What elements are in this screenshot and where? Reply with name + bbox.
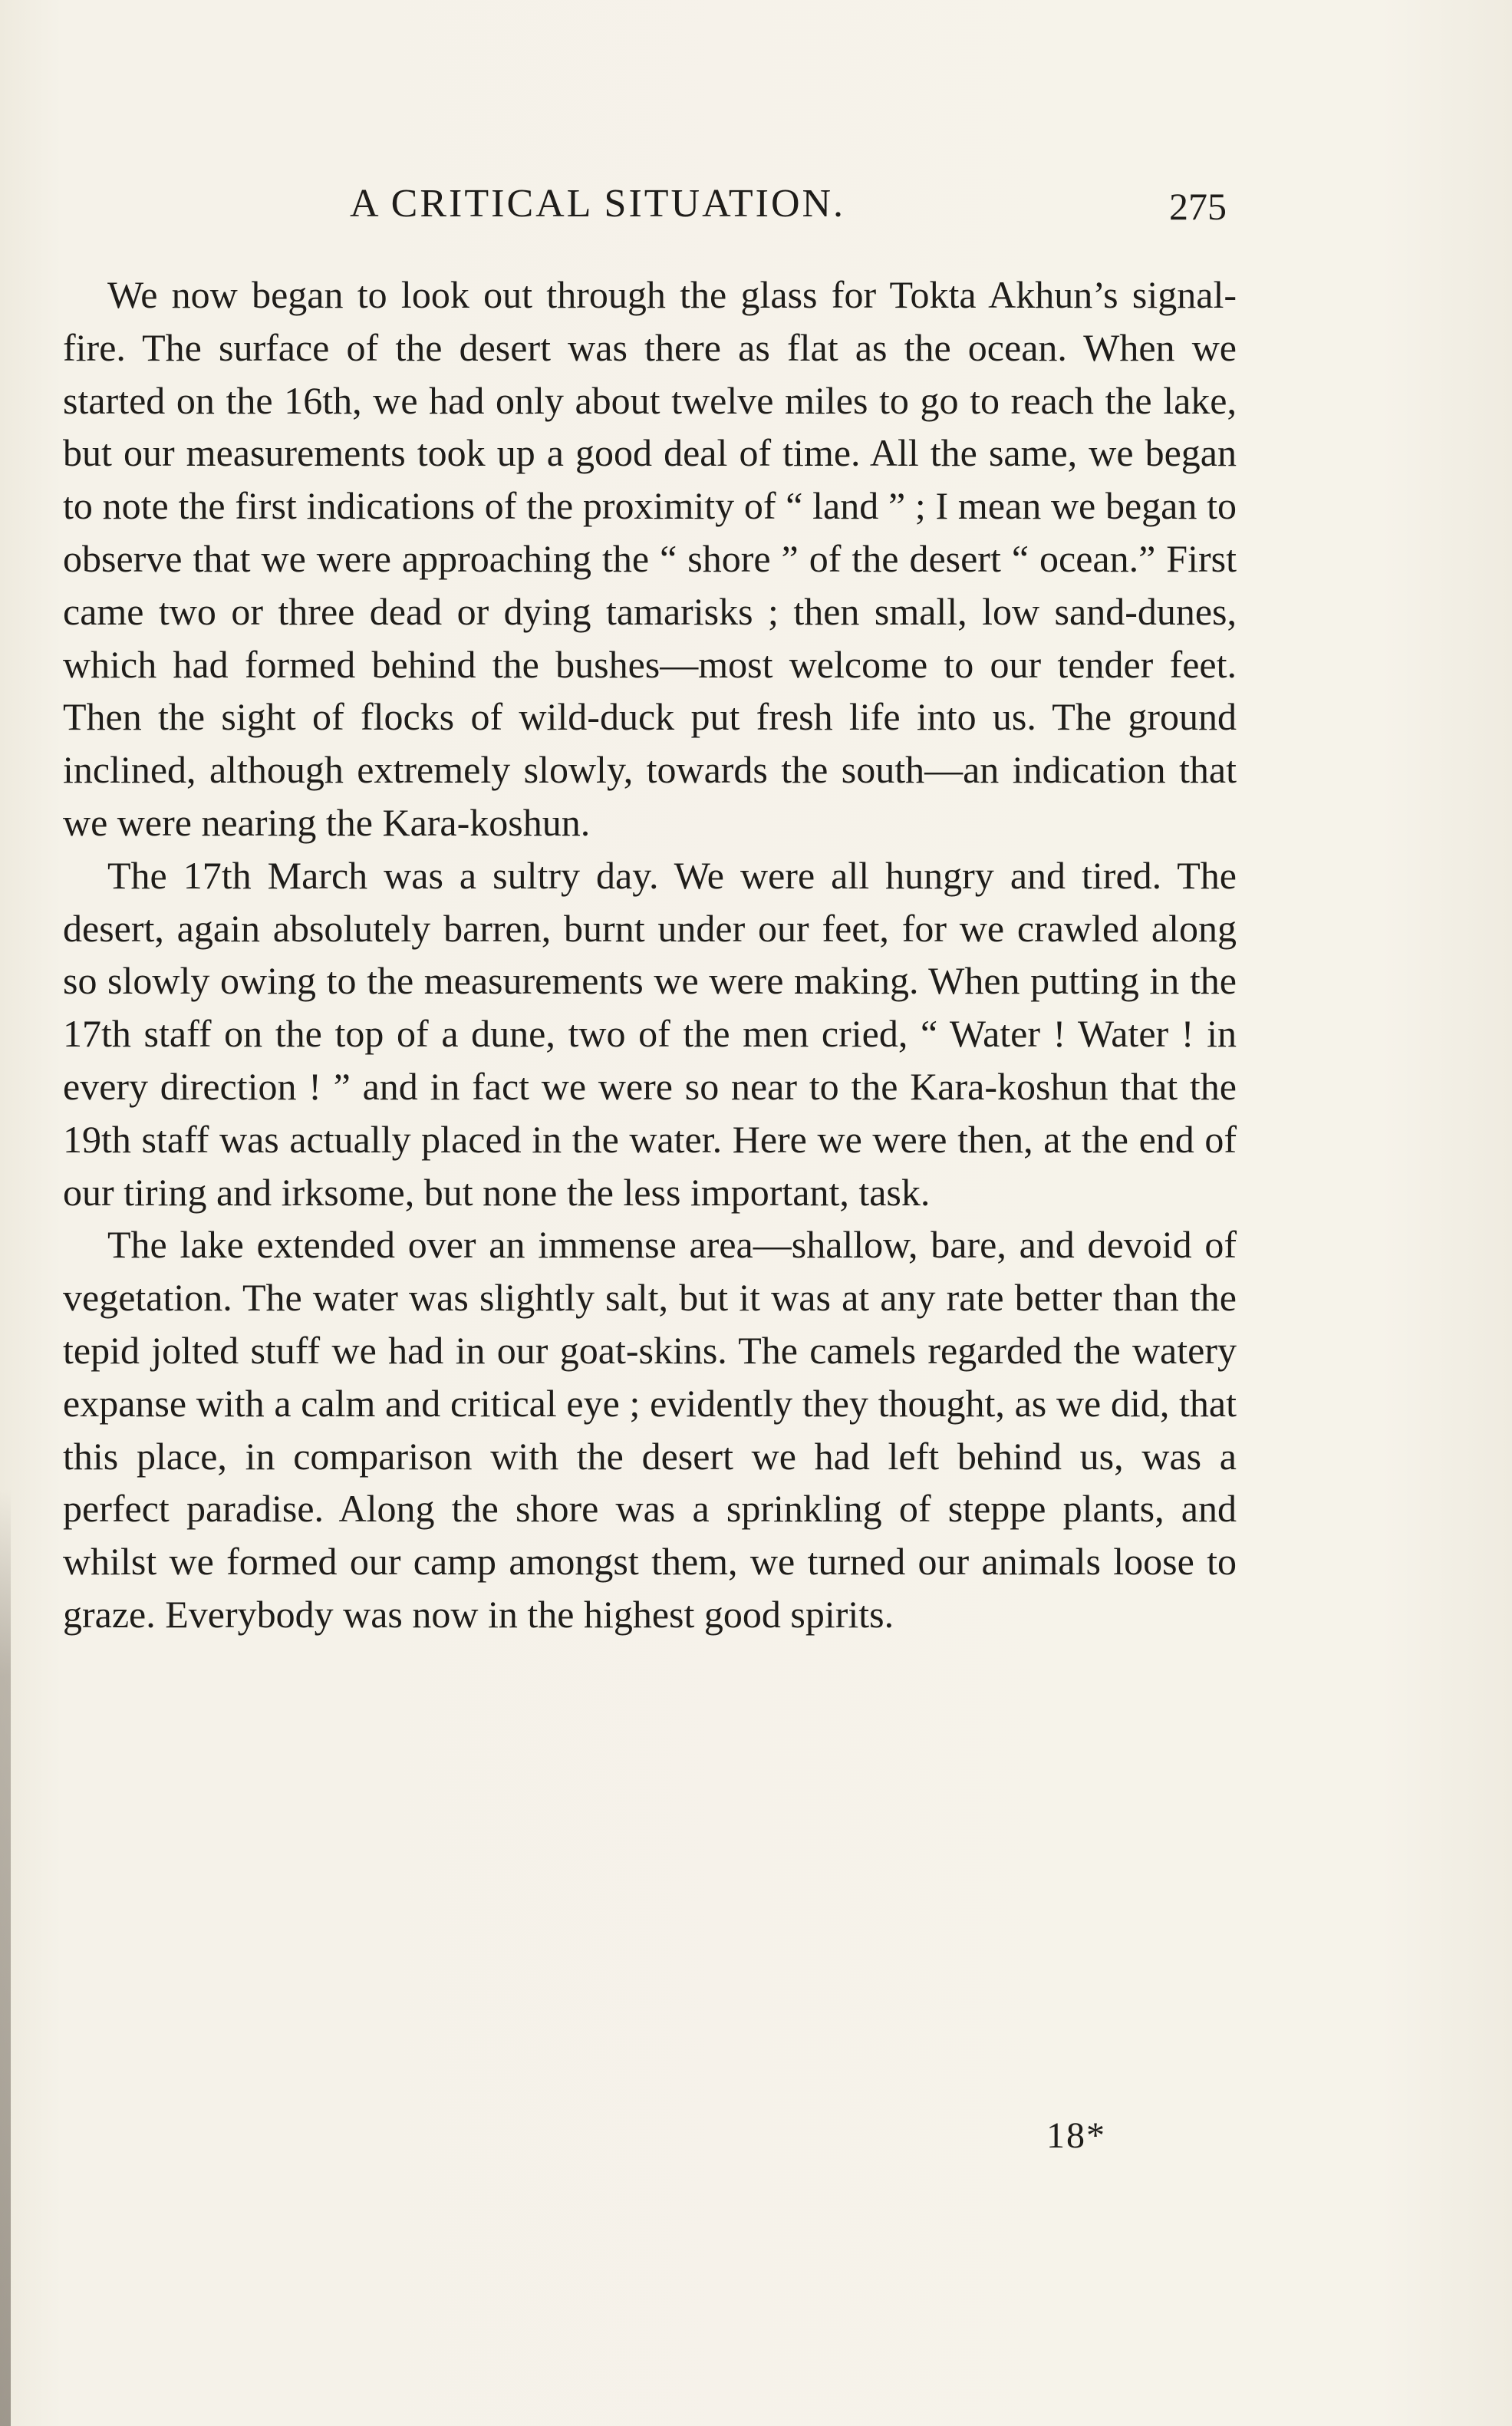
signature-mark: 18* (1046, 2115, 1106, 2156)
page-number: 275 (1169, 185, 1227, 228)
paragraph-1: We now began to look out through the glass for Tokta Akhun’s signal-fire. The surface of the desert was there as flat as the ocean. When we started on the 16th, we had only about twelve miles to go to reach the lake, but our measurements took up a good deal of time. All the same, we began to note the first indications of the proximity of “ land ” ; I mean we began to observe that we were approaching the “ shore ” of the desert “ ocean.” First came two or three dead or dying tamarisks ; then small, low sand-dunes, which had formed behind the bushes—most welcome to our tender feet. Then the sight of flocks of wild-duck put fresh life into us. The ground inclined, although extremely slowly, towards the south—an indication that we were nearing the Kara-koshun. (63, 273, 1237, 844)
paragraph-2: The 17th March was a sultry day. We were all hungry and tired. The desert, again absolutely barren, burnt under our feet, for we crawled along so slowly owing to the measurements we were making. When putting in the 17th staff on the top of a dune, two of the men cried, “ Water ! Water ! in every direction ! ” and in fact we were so near to the Kara-koshun that the 19th staff was actually placed in the water. Here we were then, at the end of our tiring and irksome, but none the less important, task. (63, 853, 1237, 1214)
running-header (0, 181, 1512, 235)
paragraph-3: The lake extended over an immense area—shallow, bare, and devoid of vegetation. The water was slightly salt, but it was at any rate better than the tepid jolted stuff we had in our goat-skins. The camels regarded the watery expanse with a calm and critical eye ; evidently they thought, as we did, that this place, in comparison with the desert we had left behind us, was a perfect paradise. Along the shore was a sprinkling of steppe plants, and whilst we formed our camp amongst them, we turned our animals loose to graze. Everybody was now in the highest good spirits. (63, 1223, 1237, 1636)
binding-shadow (0, 1488, 11, 2426)
running-title: A CRITICAL SITUATION. (350, 182, 846, 226)
body-text (63, 269, 1237, 1641)
